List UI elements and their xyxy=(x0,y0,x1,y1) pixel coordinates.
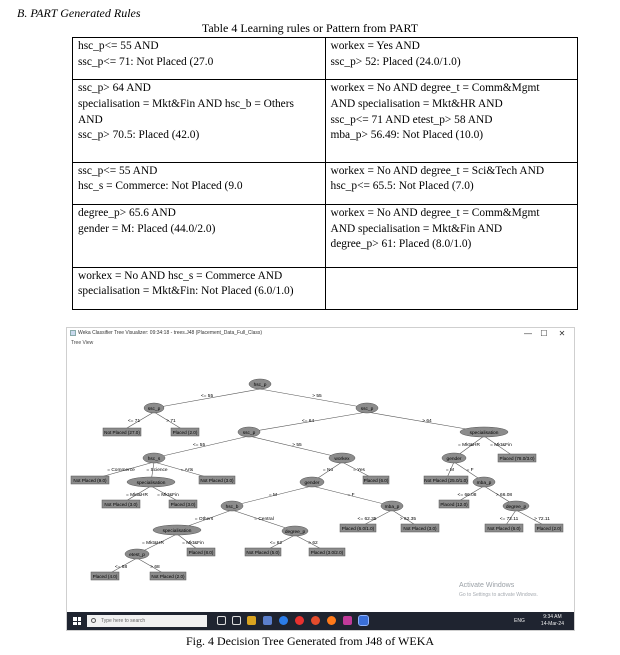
close-button[interactable]: ✕ xyxy=(558,329,566,338)
tree-node[interactable] xyxy=(127,477,175,487)
edge-label: = Commerce xyxy=(107,468,135,473)
tree-node[interactable] xyxy=(442,453,466,463)
edge-label: > 55 xyxy=(292,443,302,448)
clock-date: 14-Mar-24 xyxy=(540,621,564,627)
leaf-label: Placed (6.0) xyxy=(363,478,389,483)
table-row xyxy=(73,80,578,162)
tree-node[interactable] xyxy=(300,477,324,487)
table-row xyxy=(73,205,578,267)
edge-label: = Mkt&Fin xyxy=(182,541,204,546)
tree-node[interactable] xyxy=(125,549,149,559)
leaf-label: Placed (4.0) xyxy=(92,574,118,579)
rule-cell: workex = No AND degree_t = Comm&Mgmt AND specialisation = Mkt&Fin AND degree_p> 61: Placed (8.0/1.0) xyxy=(325,205,578,267)
chrome-icon[interactable] xyxy=(311,616,320,625)
edge-label: = Mkt&HR xyxy=(458,443,480,448)
edge-label: > 68 xyxy=(150,565,160,570)
leaf-node[interactable] xyxy=(103,428,141,436)
tree-node[interactable] xyxy=(381,501,403,511)
node-label: ssc_p xyxy=(147,407,161,412)
leaf-node[interactable] xyxy=(150,572,186,580)
rule-cell: ssc_p> 64 AND specialisation = Mkt&Fin AND hsc_b = Others AND ssc_p> 70.5: Placed (42.0) xyxy=(73,80,326,162)
opera-icon[interactable] xyxy=(295,616,304,625)
leaf-node[interactable] xyxy=(102,500,140,508)
leaf-node[interactable] xyxy=(401,524,439,532)
leaf-node[interactable] xyxy=(424,476,468,484)
rules-table xyxy=(72,37,578,310)
language-indicator[interactable]: ENG xyxy=(514,618,525,624)
edge-label: = Science xyxy=(146,468,168,473)
edge-label: = M xyxy=(445,468,455,473)
tree-node[interactable] xyxy=(249,379,271,389)
rule-cell: workex = No AND degree_t = Sci&Tech AND hsc_p<= 65.5: Not Placed (7.0) xyxy=(325,162,578,204)
leaf-node[interactable] xyxy=(245,548,281,556)
leaf-node[interactable] xyxy=(363,476,389,484)
tree-node[interactable] xyxy=(221,501,243,511)
leaf-label: Placed (12.0) xyxy=(440,502,468,507)
edge-label: <= 68 xyxy=(114,565,128,570)
tree-node[interactable] xyxy=(238,427,260,437)
node-label: degree_p xyxy=(505,505,527,510)
leaf-label: Placed (2.0) xyxy=(536,526,562,531)
leaf-label: Placed (3.0) xyxy=(170,502,196,507)
leaf-label: Placed (6.0/1.0) xyxy=(341,526,375,531)
clock[interactable] xyxy=(541,614,564,628)
task-view-icon[interactable] xyxy=(232,616,241,625)
node-label: hsc_b xyxy=(225,505,239,510)
edge-label: = No xyxy=(322,468,334,473)
leaf-node[interactable] xyxy=(169,500,197,508)
leaf-label: Not Placed (3.0) xyxy=(200,478,234,483)
leaf-node[interactable] xyxy=(340,524,376,532)
activate-windows-subtitle: Go to Settings to activate Windows. xyxy=(459,592,538,598)
edge-icon[interactable] xyxy=(279,616,288,625)
table-caption: Table 4 Learning rules or Pattern from PART xyxy=(201,21,419,35)
table-row xyxy=(73,267,578,309)
rule-cell xyxy=(325,267,578,309)
rule-cell: workex = Yes AND ssc_p> 52: Placed (24.0/1.0) xyxy=(325,38,578,80)
table-row xyxy=(73,162,578,204)
app-icon[interactable] xyxy=(343,616,352,625)
search-icon xyxy=(91,618,96,623)
edge-label: = Central xyxy=(254,517,274,522)
mic-icon[interactable] xyxy=(217,616,226,625)
figure-caption: Fig. 4 Decision Tree Generated from J48 of WEKA xyxy=(185,634,435,648)
window-title: Weka Classifier Tree Visualizer: 09:34:18 - trees.J48 (Placement_Data_Full_Class) xyxy=(78,330,263,336)
tree-node[interactable] xyxy=(143,453,165,463)
rule-cell: workex = No AND degree_t = Comm&Mgmt AND specialisation = Mkt&HR AND ssc_p<= 71 AND etest_p> 58 AND mba_p> 56.49: Not Placed (10.0) xyxy=(325,80,578,162)
node-label: mba_p xyxy=(476,481,492,486)
rule-cell: workex = No AND hsc_s = Commerce AND specialisation = Mkt&Fin: Not Placed (6.0/1.0) xyxy=(73,267,326,309)
weka-taskbar-icon[interactable] xyxy=(359,616,368,625)
leaf-label: Placed (3.0/2.0) xyxy=(310,550,344,555)
tree-node[interactable] xyxy=(503,501,529,511)
section-heading: B. PART Generated Rules xyxy=(17,6,141,20)
file-explorer-icon[interactable] xyxy=(247,616,256,625)
weka-screenshot xyxy=(66,327,575,631)
node-label: specialisation xyxy=(469,431,499,436)
node-label: etest_p xyxy=(129,553,145,558)
leaf-label: Placed (8.0) xyxy=(188,550,214,555)
table-row xyxy=(73,38,578,80)
leaf-node[interactable] xyxy=(439,500,469,508)
edge-label: > 55 xyxy=(312,394,322,399)
minimize-button[interactable]: — xyxy=(524,329,532,338)
edge-label: <= 62.35 xyxy=(357,517,377,522)
node-label: specialisation xyxy=(136,481,166,486)
edge-label: > 64 xyxy=(422,419,432,424)
taskbar-search-box[interactable] xyxy=(87,615,207,627)
node-label: workex xyxy=(334,457,350,462)
node-label: hsc_s xyxy=(147,457,161,462)
edge-label: <= 72.11 xyxy=(499,517,519,522)
leaf-node[interactable] xyxy=(171,428,199,436)
leaf-node[interactable] xyxy=(309,548,345,556)
tree-view-label: Tree View xyxy=(71,340,94,346)
edge-label: = M xyxy=(268,493,278,498)
edge-label: = Yes xyxy=(353,468,365,473)
node-label: ssc_p xyxy=(360,407,374,412)
edge-label: <= 55 xyxy=(200,394,214,399)
node-label: mba_p xyxy=(384,505,400,510)
windows-taskbar xyxy=(67,612,574,630)
node-label: gender xyxy=(446,457,462,462)
leaf-label: Not Placed (2.0) xyxy=(151,574,185,579)
edge-label: = Mkt&HR xyxy=(126,493,148,498)
leaf-label: Not Placed (25.0/1.0) xyxy=(424,478,468,483)
edge-label: > 62 xyxy=(308,541,318,546)
node-label: degree_p xyxy=(284,530,306,535)
tree-node[interactable] xyxy=(460,427,508,437)
leaf-label: Not Placed (5.0) xyxy=(246,550,280,555)
edge-label: <= 62 xyxy=(269,541,283,546)
node-label: ssc_p xyxy=(242,431,256,436)
leaf-node[interactable] xyxy=(498,454,536,462)
edge-label: > 62.35 xyxy=(399,517,417,522)
tree-node[interactable] xyxy=(329,453,355,463)
leaf-label: Placed (2.0) xyxy=(172,430,198,435)
leaf-node[interactable] xyxy=(199,476,235,484)
edge-label: = Arts xyxy=(180,468,194,473)
rule-cell: ssc_p<= 55 AND hsc_s = Commerce: Not Placed (9.0 xyxy=(73,162,326,204)
leaf-label: Not Placed (6.0) xyxy=(487,526,521,531)
leaf-label: Not Placed (27.0) xyxy=(104,430,140,435)
leaf-node[interactable] xyxy=(91,572,119,580)
edge-label: <= 71 xyxy=(127,419,141,424)
edge-label: = Others xyxy=(194,517,214,522)
leaf-label: Not Placed (9.0) xyxy=(73,478,107,483)
rule-cell: hsc_p<= 55 AND ssc_p<= 71: Not Placed (27.0 xyxy=(73,38,326,80)
search-placeholder: Type here to search xyxy=(101,618,146,624)
edge-label: > 66.08 xyxy=(495,493,513,498)
store-icon[interactable] xyxy=(263,616,272,625)
leaf-node[interactable] xyxy=(485,524,523,532)
edge-label: <= 66.08 xyxy=(457,493,477,498)
tree-node[interactable] xyxy=(153,525,201,535)
windows-start-icon[interactable] xyxy=(73,617,81,625)
leaf-label: Placed (78.0/3.0) xyxy=(499,456,535,461)
tree-node[interactable] xyxy=(282,526,308,536)
tree-node[interactable] xyxy=(356,403,378,413)
decision-tree xyxy=(67,328,574,612)
tree-node[interactable] xyxy=(144,403,164,413)
node-label: gender xyxy=(304,481,320,486)
activate-windows-title: Activate Windows xyxy=(459,582,515,589)
edge-label: = Mkt&Fin xyxy=(490,443,512,448)
edge-label: = F xyxy=(347,493,355,498)
leaf-label: Not Placed (3.0) xyxy=(403,526,437,531)
rule-cell: degree_p> 65.6 AND gender = M: Placed (44.0/2.0) xyxy=(73,205,326,267)
edge-label: > 71 xyxy=(166,419,176,424)
leaf-label: Not Placed (3.0) xyxy=(104,502,138,507)
tree-node[interactable] xyxy=(473,477,495,487)
edge-label: = Mkt&HR xyxy=(142,541,164,546)
clock-time: 9:34 AM xyxy=(543,614,562,620)
node-label: hsc_p xyxy=(253,383,267,388)
leaf-node[interactable] xyxy=(535,524,563,532)
leaf-node[interactable] xyxy=(71,476,109,484)
edge-label: <= 64 xyxy=(301,419,315,424)
firefox-icon[interactable] xyxy=(327,616,336,625)
edge-label: = F xyxy=(466,468,474,473)
edge-label: > 72.11 xyxy=(534,517,550,522)
edge-label: <= 55 xyxy=(192,443,206,448)
maximize-button[interactable]: ☐ xyxy=(540,329,548,338)
leaf-node[interactable] xyxy=(187,548,215,556)
edge-label: = Mkt&Fin xyxy=(157,493,179,498)
node-label: specialisation xyxy=(162,529,192,534)
